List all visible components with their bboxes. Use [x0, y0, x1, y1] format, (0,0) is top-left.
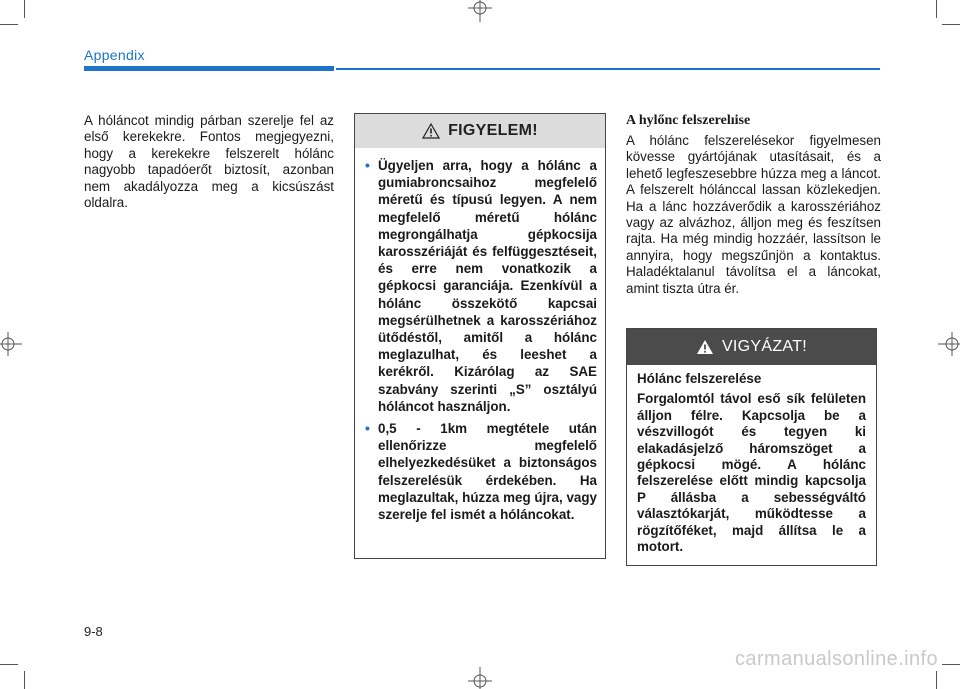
registration-mark-left [0, 330, 22, 358]
list-item [365, 420, 597, 523]
section-label: Appendix [84, 47, 145, 63]
crop-mark [24, 0, 25, 18]
bullet: • [365, 157, 370, 173]
list-item [365, 157, 597, 415]
warning-item-text: Ügyeljen arra, hogy a hólánc a gumiabroncsaihoz megfelelő méretű és típusú legyen. A nem megfelelő méretű hólánc megrongálhatja gépkocsija karosszériáját és felfüggesztéseit, és erre nem vonatkozik a gépkocsi garanciája. Ezenkívül a hólánc összekötő kapcsai megsérülhetnek a karosszériához ütődéstől, amitől a hólánc meglazulhat, és leeshet a kerékről. Kizárólag az SAE szabvány szerinti „S” osztályú hóláncot használjon. [378, 158, 597, 414]
warning-list [355, 148, 605, 523]
caution-text: Forgalomtól távol eső sík felületen álljon félre. Kapcsolja be a vészvillogót és tegyen ki elakadásjelző háromszöget a gépkocsi mögé. A hólánc felszerelése előtt mindig kapcsolja P állásba a sebességváltó választókarját, működtesse a rögzítőféket, majd állítsa le a motort. [637, 391, 866, 555]
registration-mark-top [466, 0, 494, 22]
caution-triangle-icon [696, 339, 714, 355]
watermark: carmanualsonline.info [735, 648, 938, 670]
section-heading: A hylőnc felszerelıise [626, 113, 751, 128]
caution-title: VIGYÁZAT! [721, 338, 808, 355]
crop-mark [0, 664, 18, 665]
bullet: • [365, 420, 370, 437]
crop-mark [936, 671, 937, 689]
warning-triangle-icon [422, 123, 440, 139]
caution-header [627, 329, 876, 365]
registration-mark-bottom [466, 667, 494, 689]
caution-subtitle: Hólánc felszerelése [637, 371, 762, 386]
caution-box [626, 328, 877, 566]
intro-paragraph: A hóláncot mindig párban szerelje fel az első kerekekre. Fontos megjegyezni, hogy a kerekekre felszerelt hólánc nagyobb tapadóerőt biztosít, azonban nem akadályozza meg a kicsúszást oldalra. [84, 113, 334, 211]
page-number: 9-8 [84, 624, 103, 639]
right-column [626, 113, 881, 297]
caution-body [627, 365, 876, 555]
right-paragraph: A hólánc felszerelésekor figyelmesen kövesse gyártójának utasításait, és a lehető legfeszesebbre húzza meg a láncot. A felszerelt hólánccal lassan közlekedjen. Ha a lánc hozzáverődik a karosszériához vagy az alvázhoz, álljon meg és feszítsen rajta. Ha még mindig hozzáér, lassítson le annyira, hogy megszűnjön a kontaktus. Haladéktalanul távolítsa el a láncokat, amint tiszta útra ér. [626, 133, 881, 296]
crop-mark [24, 671, 25, 689]
header-rule-thin [336, 68, 880, 70]
warning-header [355, 114, 605, 148]
warning-item-text: 0,5 - 1km megtétele után ellenőrizze megfelelő elhelyezkedésüket a biztonságos felszerelésük érdekében. Ha meglazultak, húzza meg újra, vagy szerelje fel ismét a hóláncokat. [378, 421, 597, 523]
warning-box [354, 113, 606, 559]
crop-mark [936, 0, 937, 18]
registration-mark-right [938, 330, 960, 358]
crop-mark [942, 24, 960, 25]
header-rule-thick [84, 66, 334, 71]
left-column [84, 113, 334, 211]
warning-title: FIGYELEM! [448, 122, 538, 139]
crop-mark [942, 664, 960, 665]
crop-mark [0, 24, 18, 25]
